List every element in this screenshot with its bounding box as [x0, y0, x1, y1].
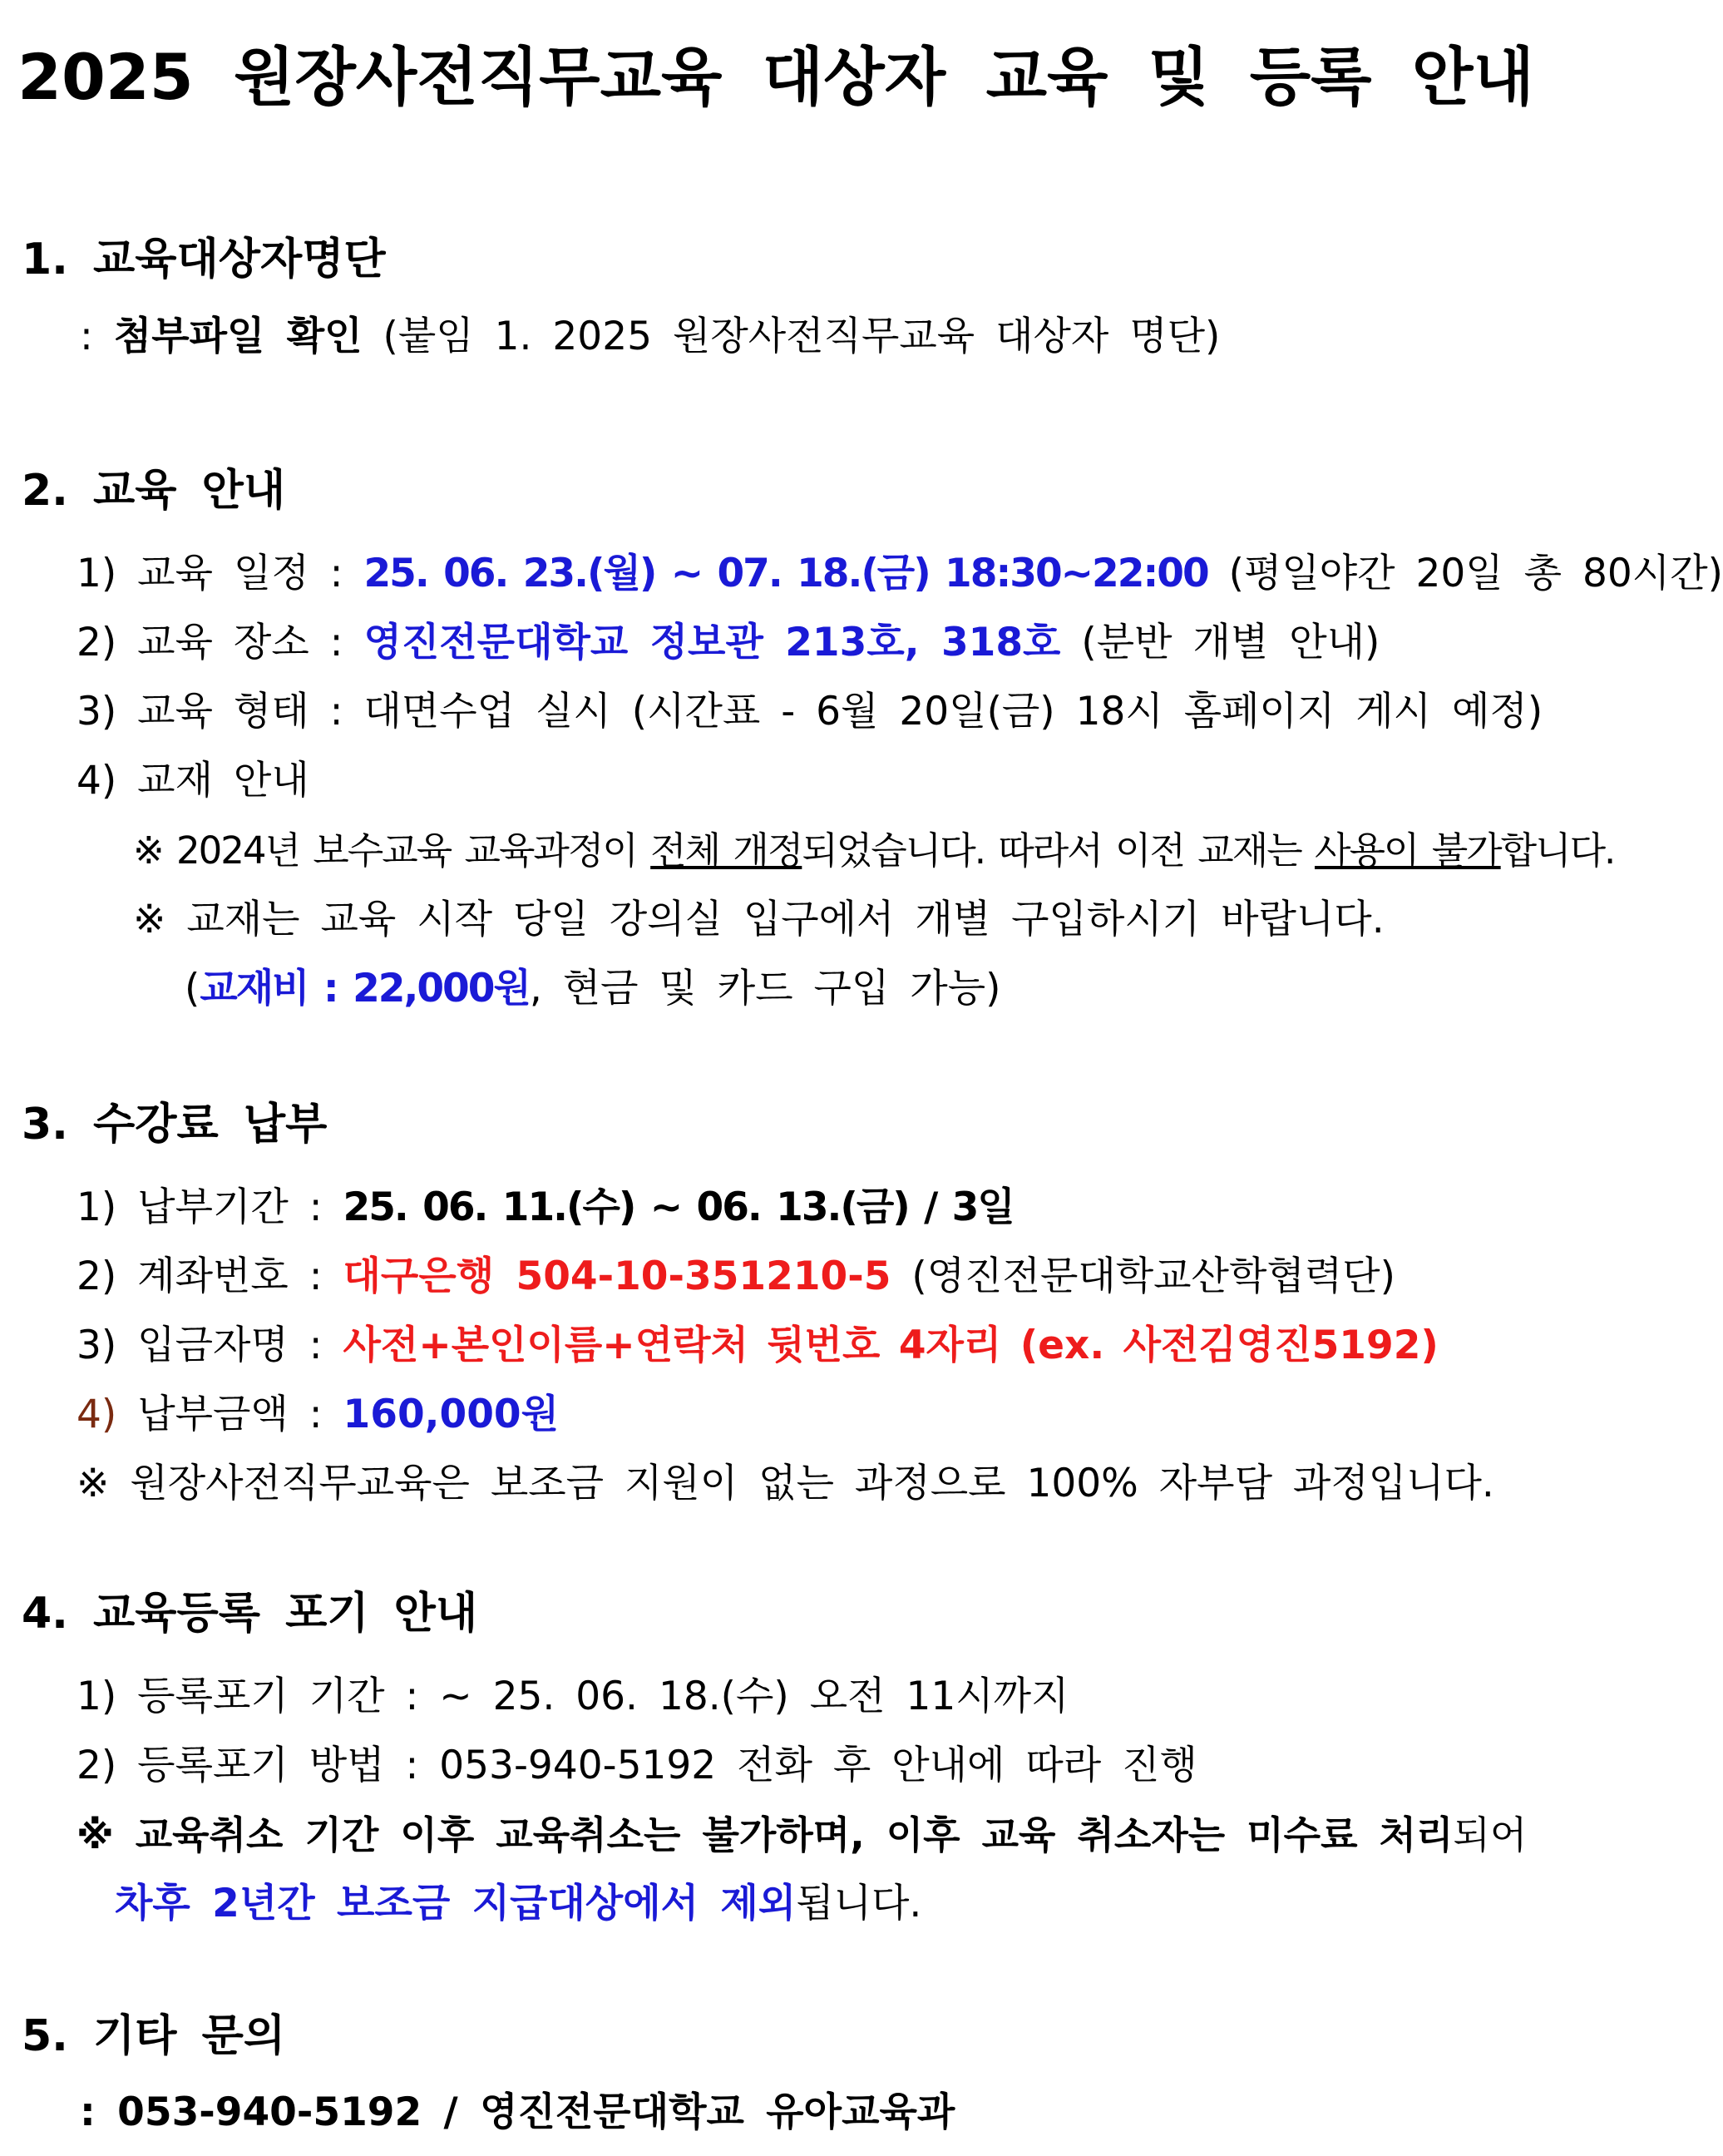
cancel-warning-line-2: 차후 2년간 보조금 지급대상에서 제외됩니다.	[115, 1881, 922, 1926]
account-holder: (영진전문대학교산학협력단)	[911, 1254, 1395, 1299]
colon: :	[80, 314, 93, 359]
full-revision-text: 전체 개정	[650, 828, 802, 873]
payment-period-label: 1) 납부기간 :	[77, 1184, 323, 1230]
account-line	[77, 1252, 1395, 1302]
self-pay-note: ※ 원장사전직무교육은 보조금 지원이 없는 과정으로 100% 자부담 과정입니다.	[77, 1461, 1494, 1506]
schedule-label: 1) 교육 일정 :	[77, 551, 343, 596]
section-4-heading: 4. 교육등록 포기 안내	[22, 1589, 478, 1639]
attachment-note: (붙임 1. 2025 원장사전직무교육 대상자 명단)	[383, 314, 1221, 359]
account-label: 2) 계좌번호 :	[77, 1254, 323, 1299]
schedule-value: 25. 06. 23.(월) ~ 07. 18.(금) 18:30~22:00	[363, 551, 1208, 596]
schedule-line	[77, 549, 1723, 599]
section-1-heading: 1. 교육대상자명단	[22, 235, 386, 284]
location-line	[77, 618, 1380, 668]
format-line: 3) 교육 형태 : 대면수업 실시 (시간표 - 6월 20일(금) 18시 홈페이지 게시 예정)	[77, 689, 1543, 734]
textbook-note-1: ※ 2024년 보수교육 교육과정이 전체 개정되었습니다. 따라서 이전 교재는 사용이 불가합니다.	[133, 828, 1615, 873]
section-1-line	[80, 312, 1220, 362]
location-value: 영진전문대학교 정보관 213호, 318호	[363, 620, 1061, 665]
section-5-heading: 5. 기타 문의	[22, 2011, 286, 2061]
textbook-price-line: (교재비 : 22,000원, 현금 및 카드 구입 가능)	[185, 966, 1001, 1011]
location-note: (분반 개별 안내)	[1081, 620, 1380, 665]
not-usable-text: 사용이 불가	[1314, 828, 1501, 873]
payment-period-line	[77, 1183, 1014, 1233]
cancel-period-line: 1) 등록포기 기간 : ~ 25. 06. 18.(수) 오전 11시까지	[77, 1674, 1069, 1719]
contact-line: : 053-940-5192 / 영진전문대학교 유아교육과	[80, 2089, 955, 2135]
depositor-format: 사전+본인이름+연락처 뒷번호 4자리 (ex. 사전김영진5192)	[343, 1323, 1439, 1368]
textbook-note-2: ※ 교재는 교육 시작 당일 강의실 입구에서 개별 구입하시기 바랍니다.	[133, 897, 1385, 942]
section-3-heading: 3. 수강료 납부	[22, 1100, 328, 1150]
location-label: 2) 교육 장소 :	[77, 620, 343, 665]
textbook-line: 4) 교재 안내	[77, 758, 309, 804]
amount-value: 160,000원	[343, 1392, 560, 1437]
depositor-line	[77, 1321, 1439, 1371]
account-number: 대구은행 504-10-351210-5	[343, 1254, 891, 1299]
schedule-note: (평일야간 20일 총 80시간)	[1228, 551, 1723, 596]
payment-period-value: 25. 06. 11.(수) ~ 06. 13.(금) / 3일	[343, 1184, 1014, 1230]
page-title: 2025 원장사전직무교육 대상자 교육 및 등록 안내	[17, 40, 1534, 114]
amount-label: 납부금액 :	[137, 1392, 323, 1437]
textbook-price: 교재비 : 22,000원	[200, 966, 530, 1011]
amount-line: 4) 납부금액 : 160,000원	[77, 1392, 560, 1437]
section-2-heading: 2. 교육 안내	[22, 466, 286, 516]
attachment-check-text: 첨부파일 확인	[113, 314, 363, 359]
depositor-label: 3) 입금자명 :	[77, 1323, 323, 1368]
cancel-warning-line: ※ 교육취소 기간 이후 교육취소는 불가하며, 이후 교육 취소자는 미수료 처리되어	[77, 1812, 1528, 1857]
cancel-method-line: 2) 등록포기 방법 : 053-940-5192 전화 후 안내에 따라 진행	[77, 1743, 1197, 1788]
